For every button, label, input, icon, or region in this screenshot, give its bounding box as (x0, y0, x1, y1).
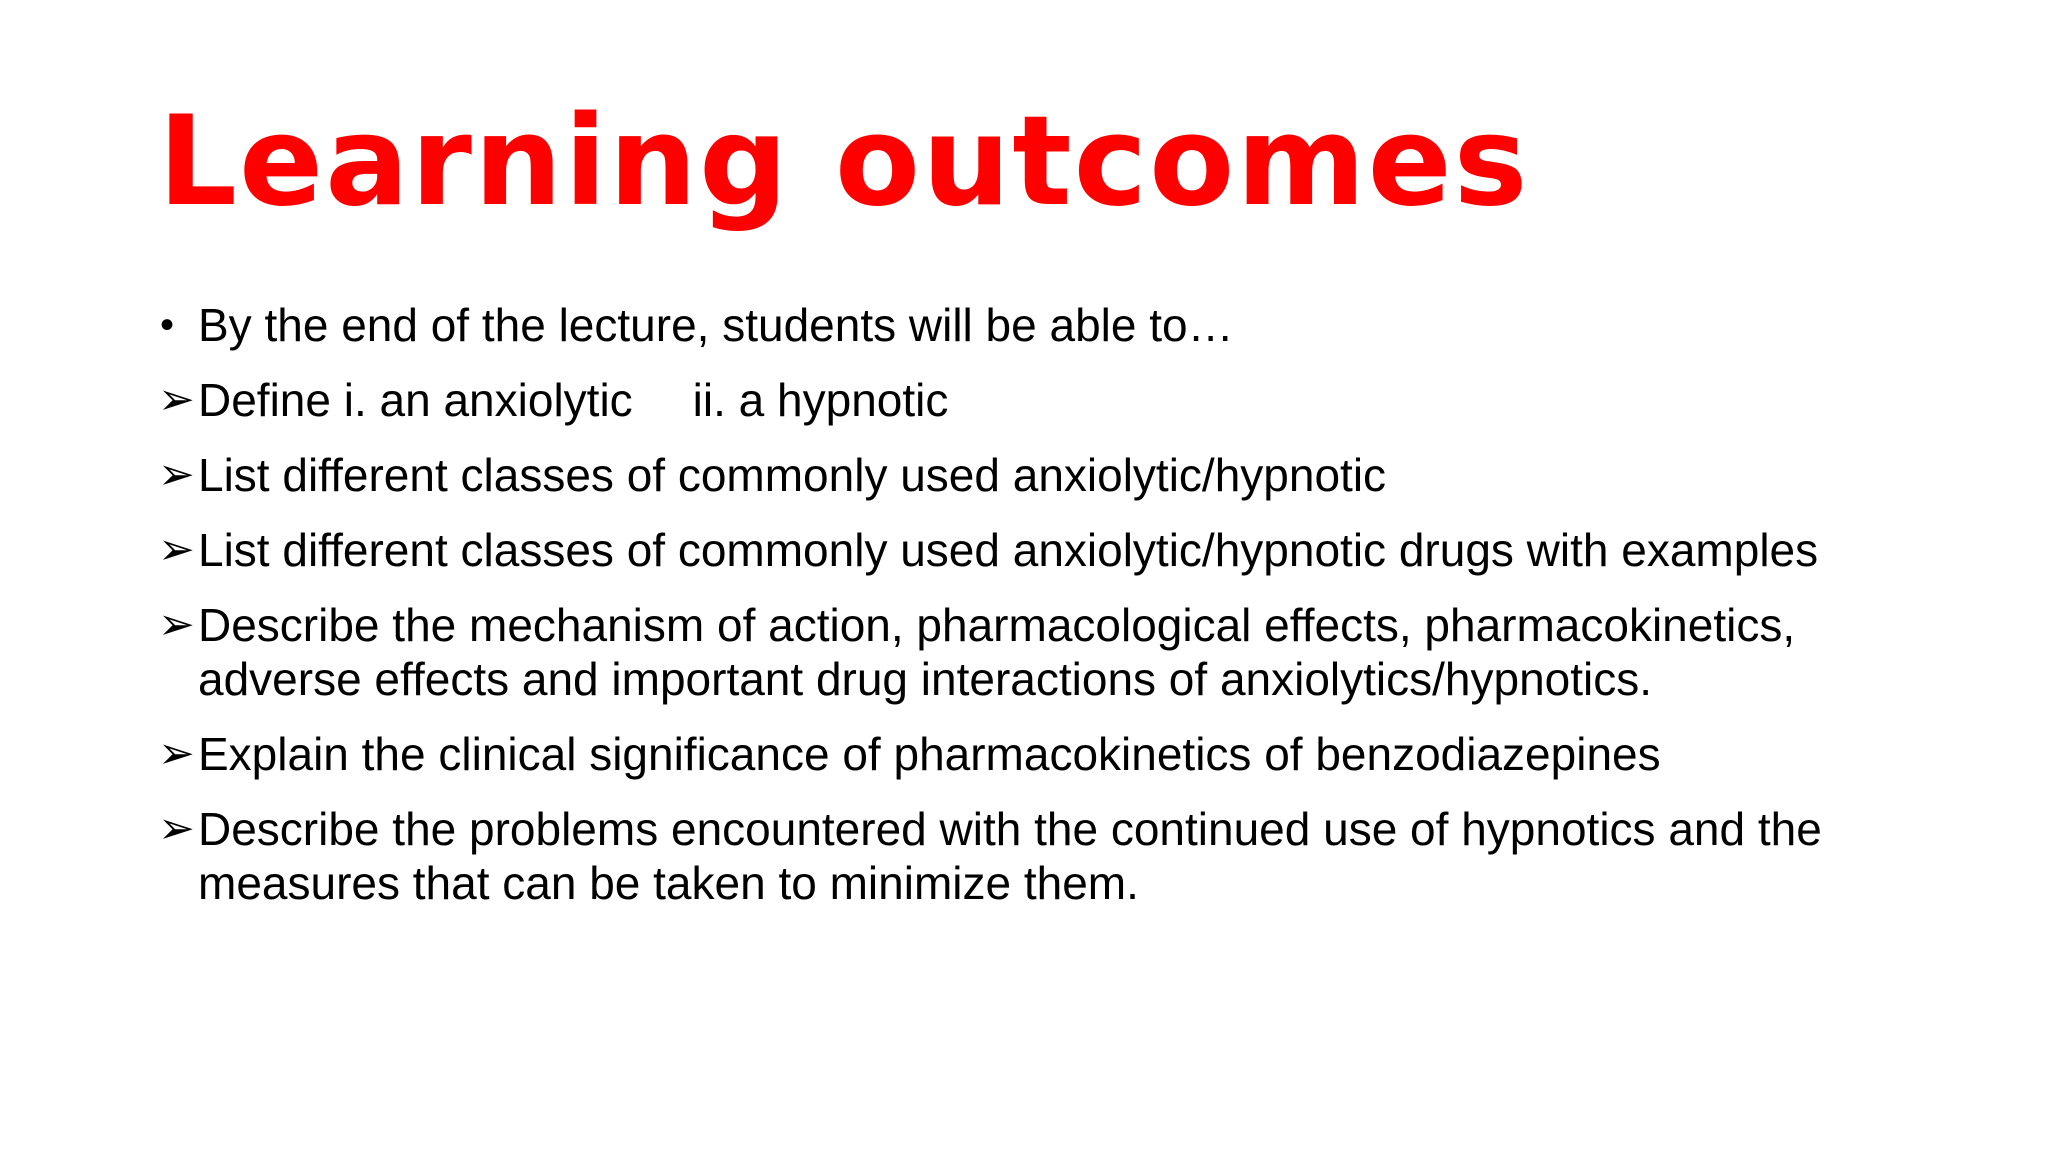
arrow-bullet-icon: ➢ (158, 729, 195, 778)
outcome-text-define-b: ii. a hypnotic (692, 374, 949, 426)
outcome-text: List different classes of commonly used anxiolytic/hypnotic drugs with examples (198, 524, 1819, 576)
outcome-text: Describe the problems encountered with the continued use of hypnotics and the measures that can be taken to minimize them. (198, 803, 1822, 909)
outcome-item-list-drugs (158, 523, 1958, 577)
slide-title: Learning outcomes (158, 90, 1530, 234)
outcome-text: Describe the mechanism of action, pharmacological effects, pharmacokinetics, adverse effects and important drug interactions of anxiolytics/hypnotics. (198, 599, 1796, 705)
outcome-item-explain-significance (158, 727, 1958, 781)
intro-item (158, 298, 1958, 352)
arrow-bullet-icon: ➢ (158, 600, 195, 649)
outcome-text-define-a: Define i. an anxiolytic (198, 374, 633, 426)
outcome-text: List different classes of commonly used anxiolytic/hypnotic (198, 449, 1387, 501)
outcome-item-describe-problems (158, 802, 1958, 910)
arrow-bullet-icon: ➢ (158, 450, 195, 499)
arrow-bullet-icon: ➢ (158, 525, 195, 574)
bullet-dot-icon: • (160, 303, 175, 347)
outcome-item-list-classes (158, 448, 1958, 502)
outcome-text: Explain the clinical significance of pharmacokinetics of benzodiazepines (198, 728, 1661, 780)
intro-text: By the end of the lecture, students will be able to… (198, 299, 1234, 351)
arrow-bullet-icon: ➢ (158, 375, 195, 424)
outcome-item-define (158, 373, 1958, 427)
arrow-bullet-icon: ➢ (158, 804, 195, 853)
outcome-item-describe-mechanism (158, 598, 1958, 706)
learning-outcomes-list (158, 298, 1958, 931)
